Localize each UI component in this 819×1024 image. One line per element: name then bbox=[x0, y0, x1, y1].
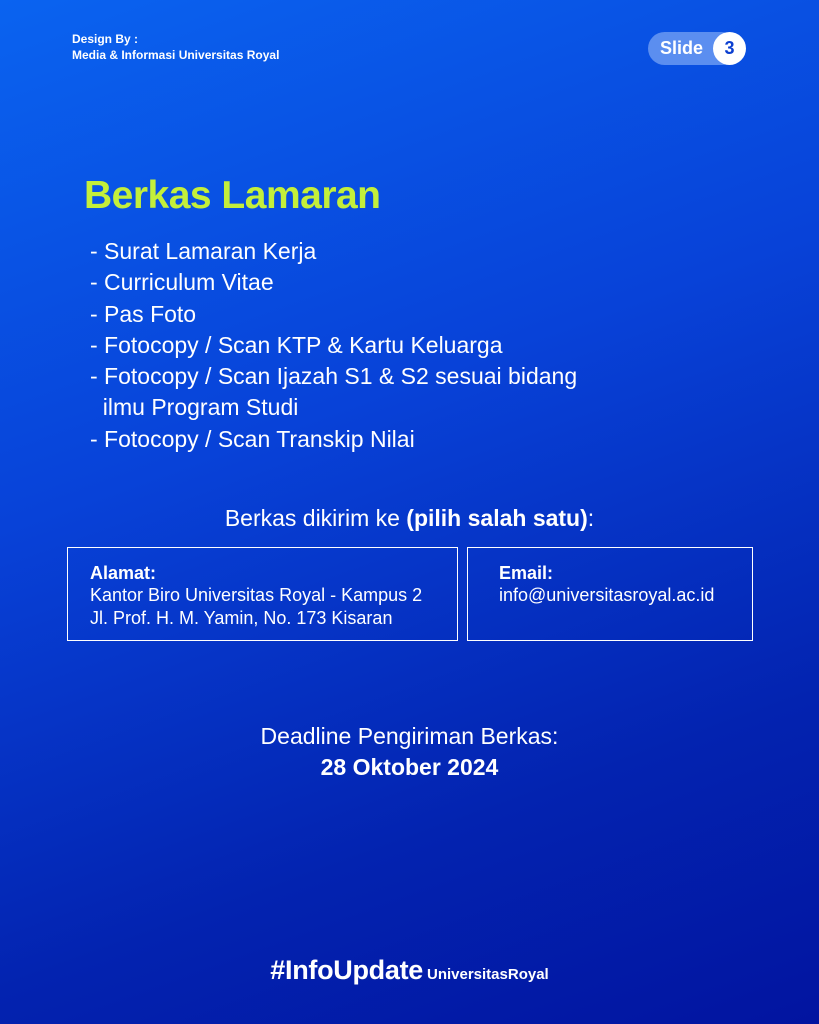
footer-hashtag: #InfoUpdate bbox=[270, 955, 423, 985]
credit-label: Design By : bbox=[72, 32, 139, 46]
footer-tag bbox=[0, 955, 819, 986]
deadline-date: 28 Oktober 2024 bbox=[320, 754, 499, 780]
design-credit bbox=[72, 31, 279, 63]
email-address: info@universitasroyal.ac.id bbox=[499, 585, 715, 605]
list-item: - Pas Foto bbox=[90, 300, 197, 327]
deadline-label: Deadline Pengiriman Berkas: bbox=[260, 723, 559, 749]
send-suffix: : bbox=[587, 505, 595, 531]
credit-author: Media & Informasi Universitas Royal bbox=[72, 48, 280, 62]
deadline-block bbox=[0, 721, 819, 783]
address-line-2: Jl. Prof. H. M. Yamin, No. 173 Kisaran bbox=[90, 608, 393, 628]
requirements-list bbox=[90, 236, 577, 455]
slide-label: Slide bbox=[648, 32, 738, 65]
email-box bbox=[467, 547, 753, 641]
address-box bbox=[67, 547, 458, 641]
list-item: - Curriculum Vitae bbox=[90, 269, 274, 296]
slide-badge bbox=[648, 32, 746, 65]
footer-brand: UniversitasRoyal bbox=[426, 966, 549, 983]
send-prefix: Berkas dikirim ke bbox=[224, 505, 407, 531]
slide-number: 3 bbox=[713, 32, 746, 65]
send-instruction bbox=[0, 505, 819, 532]
email-label: Email: bbox=[499, 563, 554, 583]
page-title: Berkas Lamaran bbox=[84, 174, 381, 217]
list-item: - Fotocopy / Scan Ijazah S1 & S2 sesuai bidang bbox=[90, 363, 578, 390]
list-item: - Fotocopy / Scan Transkip Nilai bbox=[90, 425, 415, 452]
address-line-1: Kantor Biro Universitas Royal - Kampus 2 bbox=[90, 585, 423, 605]
list-item: - Surat Lamaran Kerja bbox=[90, 238, 317, 264]
address-label: Alamat: bbox=[90, 563, 157, 583]
list-item: - Fotocopy / Scan KTP & Kartu Keluarga bbox=[90, 331, 503, 358]
list-item: ilmu Program Studi bbox=[90, 394, 299, 421]
send-emphasis: (pilih salah satu) bbox=[406, 505, 588, 531]
